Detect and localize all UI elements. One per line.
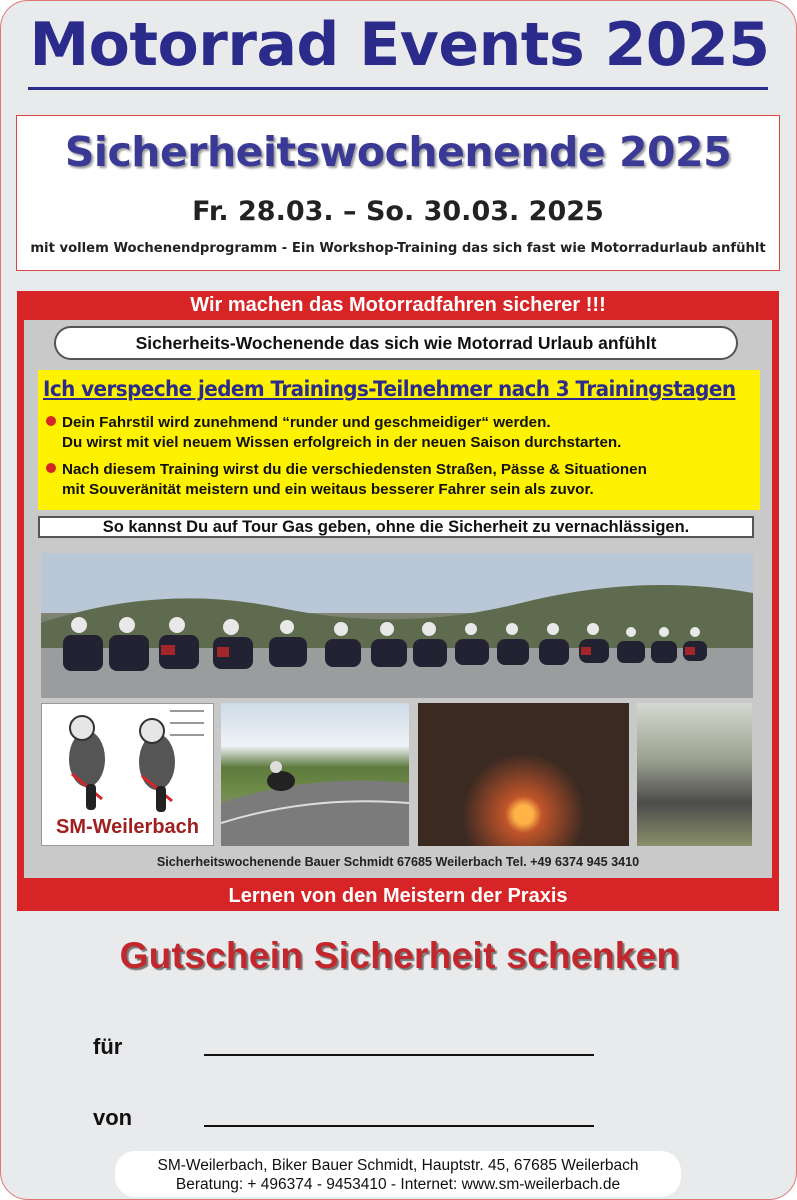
title-underline bbox=[28, 87, 768, 90]
bullet-line: mit Souveränität meistern und ein weitaus besserer Fahrer sein als zuvor. bbox=[62, 481, 594, 498]
voucher-title: Gutschein Sicherheit schenken bbox=[119, 935, 680, 976]
for-label: für bbox=[93, 1034, 123, 1059]
motorcycle-rider-icon bbox=[42, 704, 213, 814]
bottom-banner: Lernen von den Meistern der Praxis bbox=[228, 885, 568, 907]
campfire-photo bbox=[418, 703, 629, 846]
sm-weilerbach-logo bbox=[41, 703, 214, 846]
promise-box bbox=[38, 370, 760, 510]
event-title: Sicherheitswochenende 2025 bbox=[64, 128, 732, 176]
pill-headline: Sicherheits-Wochenende das sich wie Motorrad Urlaub anfühlt bbox=[54, 326, 738, 360]
workshop-photo bbox=[637, 703, 752, 846]
bullet-line: Nach diesem Training wirst du die verschiedensten Straßen, Pässe & Situationen bbox=[62, 461, 647, 478]
footer-contact bbox=[115, 1151, 681, 1197]
for-field-line bbox=[204, 1054, 594, 1056]
bullet-line: Du wirst mit viel neuem Wissen erfolgreich in der neuen Saison durchstarten. bbox=[62, 434, 622, 451]
event-date: Fr. 28.03. – So. 30.03. 2025 bbox=[192, 196, 604, 227]
from-label: von bbox=[93, 1105, 133, 1130]
bullet-item bbox=[46, 460, 647, 500]
promise-heading: Ich verspeche jedem Trainings-Teilnehmer nach 3 Trainingstagen bbox=[43, 377, 736, 401]
motorcycle-line-icon bbox=[41, 553, 753, 698]
top-banner: Wir machen das Motorradfahren sicherer !!! bbox=[190, 294, 606, 316]
event-subtitle: mit vollem Wochenendprogramm - Ein Workshop-Training das sich fast wie Motorradurlaub anfühlt bbox=[30, 241, 766, 256]
event-box bbox=[16, 115, 780, 271]
logo-label: SM-Weilerbach bbox=[56, 816, 199, 838]
footer-address: SM-Weilerbach, Biker Bauer Schmidt, Hauptstr. 45, 67685 Weilerbach bbox=[157, 1157, 639, 1174]
flyer-inner bbox=[24, 320, 772, 878]
contact-line: Sicherheitswochenende Bauer Schmidt 67685 Weilerbach Tel. +49 6374 945 3410 bbox=[156, 855, 640, 869]
flyer-panel bbox=[17, 291, 779, 911]
group-ride-photo bbox=[41, 553, 753, 698]
bullet-dot-icon bbox=[46, 463, 56, 473]
footer-phone-web: Beratung: + 496374 - 9453410 - Internet: www.sm-weilerbach.de bbox=[175, 1176, 621, 1193]
bullet-line: Dein Fahrstil wird zunehmend “runder und geschmeidiger“ werden. bbox=[62, 414, 551, 431]
rider-curve-icon bbox=[221, 703, 409, 846]
curve-riding-photo bbox=[221, 703, 409, 846]
bullet-dot-icon bbox=[46, 416, 56, 426]
bullet-item bbox=[46, 413, 621, 453]
page-title: Motorrad Events 2025 bbox=[29, 10, 770, 80]
tour-banner: So kannst Du auf Tour Gas geben, ohne die Sicherheit zu vernachlässigen. bbox=[38, 516, 754, 538]
from-field-line bbox=[204, 1125, 594, 1127]
